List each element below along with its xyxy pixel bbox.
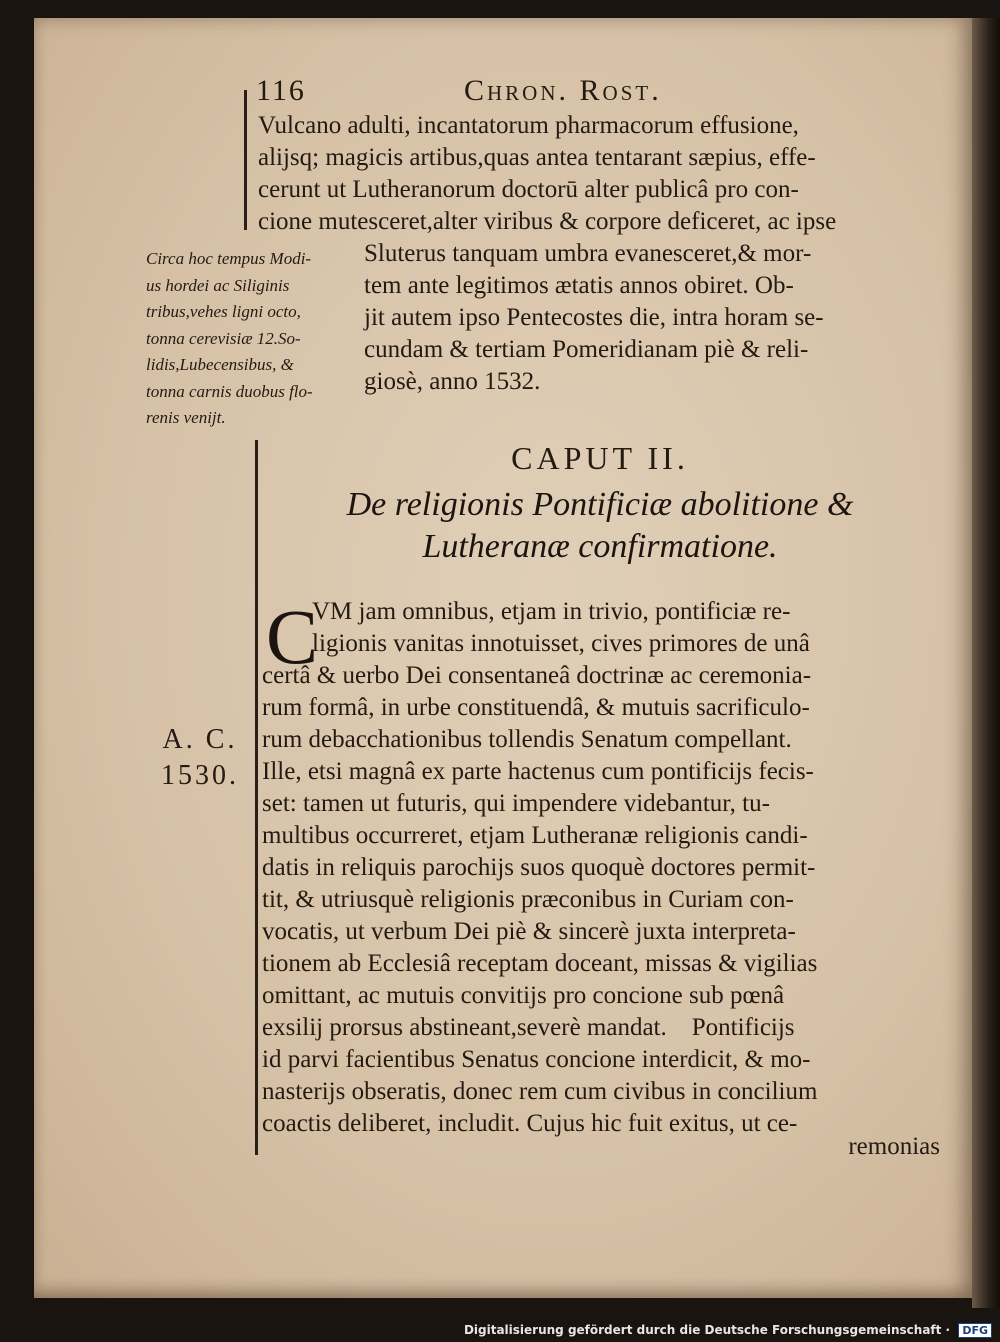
margin-year-line1: A. C. — [162, 724, 238, 755]
book-edge — [972, 18, 1000, 1308]
drop-capital: C — [266, 593, 319, 680]
text-line: omittant, ac mutuis convitijs pro concione sub pœnâ — [262, 982, 785, 1009]
text-line: datis in reliquis parochijs suos quoquè doctores permit- — [262, 854, 816, 881]
text-line: cione mutesceret,alter viribus & corpore deficeret, ac ipse — [258, 208, 837, 235]
chapter-subtitle — [260, 484, 940, 568]
text-line: tionem ab Ecclesiâ receptam doceant, missas & vigilias — [262, 950, 818, 977]
chapter-heading: CAPUT II. — [511, 440, 689, 476]
text-line: Ille, etsi magnâ ex parte hactenus cum pontificijs fecis- — [262, 758, 814, 785]
note-line: us hordei ac Siliginis — [146, 275, 290, 295]
text-line: cundam & tertiam Pomeridianam piè & reli- — [364, 336, 809, 363]
text-line: tem ante legitimos ætatis annos obiret. Ob- — [364, 272, 794, 299]
text-line: vocatis, ut verbum Dei piè & sincerè juxta interpreta- — [262, 918, 796, 945]
note-line: tonna cerevisiæ 12.So- — [146, 328, 301, 348]
margin-rule-main — [255, 440, 258, 1155]
text-line: id parvi facientibus Senatus concione interdicit, & mo- — [262, 1046, 811, 1073]
digitization-footer — [464, 1323, 992, 1338]
text-line: multibus occurreret, etjam Lutheranæ religionis candi- — [262, 822, 808, 849]
footer-text: Digitalisierung gefördert durch die Deutsche Forschungsgemeinschaft · — [463, 1323, 951, 1337]
text-line: rum formâ, in urbe constituendâ, & mutuis sacrificulo- — [262, 694, 810, 721]
note-line: Circa hoc tempus Modi- — [146, 249, 312, 268]
text-line: jit autem ipso Pentecostes die, intra horam se- — [364, 304, 824, 331]
text-line: tit, & utriusquè religionis præconibus in Curiam con- — [262, 886, 794, 913]
text-line: Sluterus tanquam umbra evanesceret,& mor- — [364, 240, 812, 267]
subtitle-line: De religionis Pontificiæ abolitione & — [346, 486, 854, 523]
text-line: nasterijs obseratis, donec rem cum civibus in concilium — [262, 1078, 818, 1105]
main-paragraph — [262, 593, 942, 1140]
text-line: alijsq; magicis artibus,quas antea tentarant sæpius, effe- — [258, 144, 816, 171]
note-line: tribus,vehes ligni octo, — [146, 302, 301, 321]
note-line: lidis,Lubecensibus, & — [146, 355, 294, 374]
note-line: tonna carnis duobus flo- — [146, 381, 313, 401]
text-line: ligionis vanitas innotuisset, cives primores de unâ — [312, 630, 810, 657]
text-line: set: tamen ut futuris, qui impendere videbantur, tu- — [262, 790, 770, 817]
page-header — [252, 74, 952, 114]
text-line: coactis deliberet, includit. Cujus hic fuit exitus, ut ce- — [262, 1110, 798, 1137]
text-line: rum debacchationibus tollendis Senatum compellant. — [262, 726, 792, 753]
text-line: exsilij prorsus abstineant,severè mandat. Pontificijs — [262, 1014, 795, 1041]
text-line: giosè, anno 1532. — [364, 368, 541, 395]
running-title: Chron. Rost. — [464, 74, 662, 107]
subtitle-line: Lutheranæ confirmatione. — [422, 528, 778, 565]
text-line: VM jam omnibus, etjam in trivio, pontificiæ re- — [312, 598, 791, 625]
text-line: Vulcano adulti, incantatorum pharmacorum effusione, — [258, 112, 799, 139]
note-line: renis venijt. — [146, 408, 226, 427]
dfg-logo: DFG — [958, 1323, 992, 1338]
margin-year-line2: 1530. — [161, 760, 239, 791]
text-line: cerunt ut Lutheranorum doctorū alter publicâ pro con- — [258, 176, 799, 203]
text-line: certâ & uerbo Dei consentaneâ doctrinæ ac ceremonia- — [262, 662, 812, 689]
margin-rule-top — [244, 90, 247, 230]
page-number: 116 — [256, 74, 306, 107]
margin-note — [146, 246, 366, 432]
catchword: remonias — [848, 1133, 940, 1160]
